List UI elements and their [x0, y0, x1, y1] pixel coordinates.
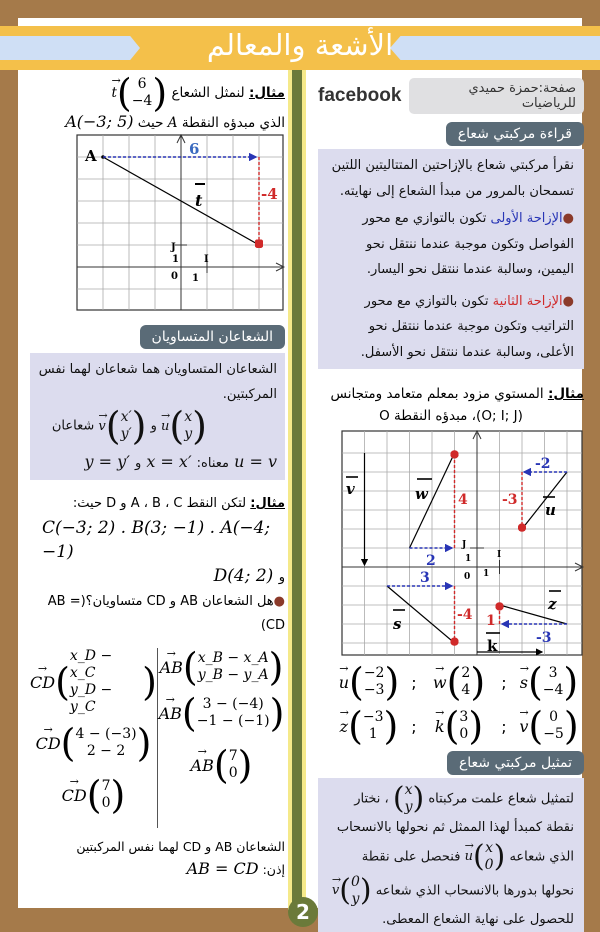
reading-intro: نقرأ مركبتي شعاع بالإزاحتين المتتاليتين اللتين تسمحان بالمرور من مبدأ الشعاع إلى نهايته. — [331, 158, 574, 199]
equal-vectors-box: الشعاعان المتساويان هما شعاعان لهما نفس المركبتين. → u ( x y ) و → v ( x′ y′ ) شعاعان u = v معناه: x = x′ و y = y′ — [30, 353, 285, 480]
example1-origin: الذي مبدؤه النقطة A حيث A(−3; 5) — [65, 112, 285, 131]
svg-text:A: A — [85, 147, 97, 165]
example1-statement: مثال: لنمثل الشعاع → t ( 6 −4 ) — [30, 74, 285, 112]
svg-text:I: I — [497, 550, 502, 560]
represent-box: لتمثيل شعاع علمت مركبتاه ( x y ) ، نختار نقطة كمبدأ لهذا الممثل ثم نحولها بالانسحاب الذي شعاعه → u ( x 0 ) فنحصل على نقطة نحولها بدورها بالانسحاب الذي شعاعه → v ( 0 y ) للحصول على نهاية الشعاع المعطى. — [318, 778, 584, 932]
page-number-badge: 2 — [288, 897, 318, 927]
vector-w-components: → w ( 2 4 ) — [433, 663, 485, 701]
vector-s-components: → s ( 3 −4 ) — [520, 663, 579, 701]
second-shift-label: الإزاحة الثانية — [492, 293, 563, 309]
svg-text:-2: -2 — [535, 456, 551, 472]
svg-text:-3: -3 — [502, 492, 518, 508]
facebook-logo: facebook — [318, 85, 402, 106]
svg-text:-4: -4 — [261, 185, 278, 203]
svg-text:2: 2 — [426, 553, 436, 569]
svg-text:J: J — [171, 242, 176, 253]
column-divider — [288, 70, 306, 910]
vector-k-components: → k ( 3 0 ) — [435, 707, 483, 745]
svg-text:1: 1 — [486, 613, 496, 629]
svg-text:u: u — [545, 501, 556, 519]
svg-text:s: s — [393, 615, 402, 633]
svg-text:w: w — [415, 485, 428, 503]
first-shift-label: الإزاحة الأولى — [490, 211, 563, 226]
reading-second-shift: ●الإزاحة الثانية تكون بالتوازي مع محور التراتيب وتكون موجبة عندما ننتقل نحو الأعلى، وسالبة عندما ننتقل نحو الأسفل. — [360, 293, 574, 360]
section-heading-equal-vectors: الشعاعان المتساويان — [140, 325, 285, 349]
svg-text:4: 4 — [458, 492, 468, 508]
svg-text:-3: -3 — [536, 630, 552, 646]
svg-text:t: t — [195, 191, 203, 210]
reading-box — [318, 149, 584, 369]
left-column — [30, 72, 285, 881]
svg-text:I: I — [204, 254, 209, 265]
svg-text:v: v — [346, 480, 355, 498]
section-heading-represent: تمثيل مركبتي شعاع — [447, 751, 584, 775]
svg-text:-4: -4 — [457, 607, 473, 623]
svg-text:6: 6 — [189, 140, 200, 158]
right-column — [318, 72, 584, 932]
example2-statement: مثال: لتكن النقط A ، B ، C و D حيث: C(−3; 2) . B(3; −1) . A(−4; −1) و D(4; 2) ●هل الشعاعان AB و CD متساويان؟(AB = CD) — [42, 496, 285, 633]
calculation-table: → CD ( x_D − x_C y_D − y_C ) → CD ( 4 − (−3) 2 − 2 ) → CD ( 7 0 ) → AB ( x_B − x_A y_B − y_A ) → AB ( 3 − (−4) −1 − (−1) ) → AB ( 7 0 ) — [30, 648, 285, 828]
facebook-page-label: صفحة:حمزة حميدي للرياضيات — [409, 78, 584, 114]
vector-z-components: → z ( −3 1 ) — [340, 707, 399, 745]
vectors-grid-figure — [340, 429, 584, 659]
vector-u-components: → u ( −2 −3 ) — [339, 663, 400, 701]
section-heading-reading: قراءة مركبتي شعاع — [446, 122, 584, 146]
svg-text:0: 0 — [171, 271, 178, 282]
svg-text:J: J — [462, 540, 467, 550]
svg-text:0: 0 — [464, 572, 471, 582]
svg-text:3: 3 — [420, 570, 430, 586]
svg-text:1: 1 — [172, 254, 179, 265]
conclusion: الشعاعان AB و CD لهما نفس المركبتين إذن: AB = CD — [76, 839, 285, 878]
svg-text:1: 1 — [192, 273, 199, 284]
example-grid-statement: مثال: المستوي مزود بمعلم متعامد ومتجانس (O; I; J)، مبدؤه النقطة O — [330, 386, 584, 424]
svg-text:1: 1 — [483, 569, 490, 579]
page-title: الأشعة والمعالم — [206, 28, 394, 62]
reading-first-shift: ●الإزاحة الأولى تكون بالتوازي مع محور الفواصل وتكون موجبة عندما ننتقل نحو اليمين، وسالبة عندما ننتقل نحو اليسار. — [362, 211, 574, 277]
vector-t-grid-figure — [75, 133, 285, 315]
title-banner — [0, 26, 600, 70]
vector-v-components: → v ( 0 −5 ) — [519, 707, 578, 745]
svg-text:k: k — [487, 637, 498, 655]
svg-text:z: z — [548, 595, 557, 613]
svg-text:1: 1 — [465, 554, 472, 564]
facebook-credit — [318, 78, 584, 114]
vector-components-list: → u ( −2 −3 ) ; → w ( 2 4 ) ; → s ( 3 −4 ) → z ( −3 1 ) ; → k ( 3 0 ) ; → v ( 0 −5 ) — [334, 663, 584, 745]
